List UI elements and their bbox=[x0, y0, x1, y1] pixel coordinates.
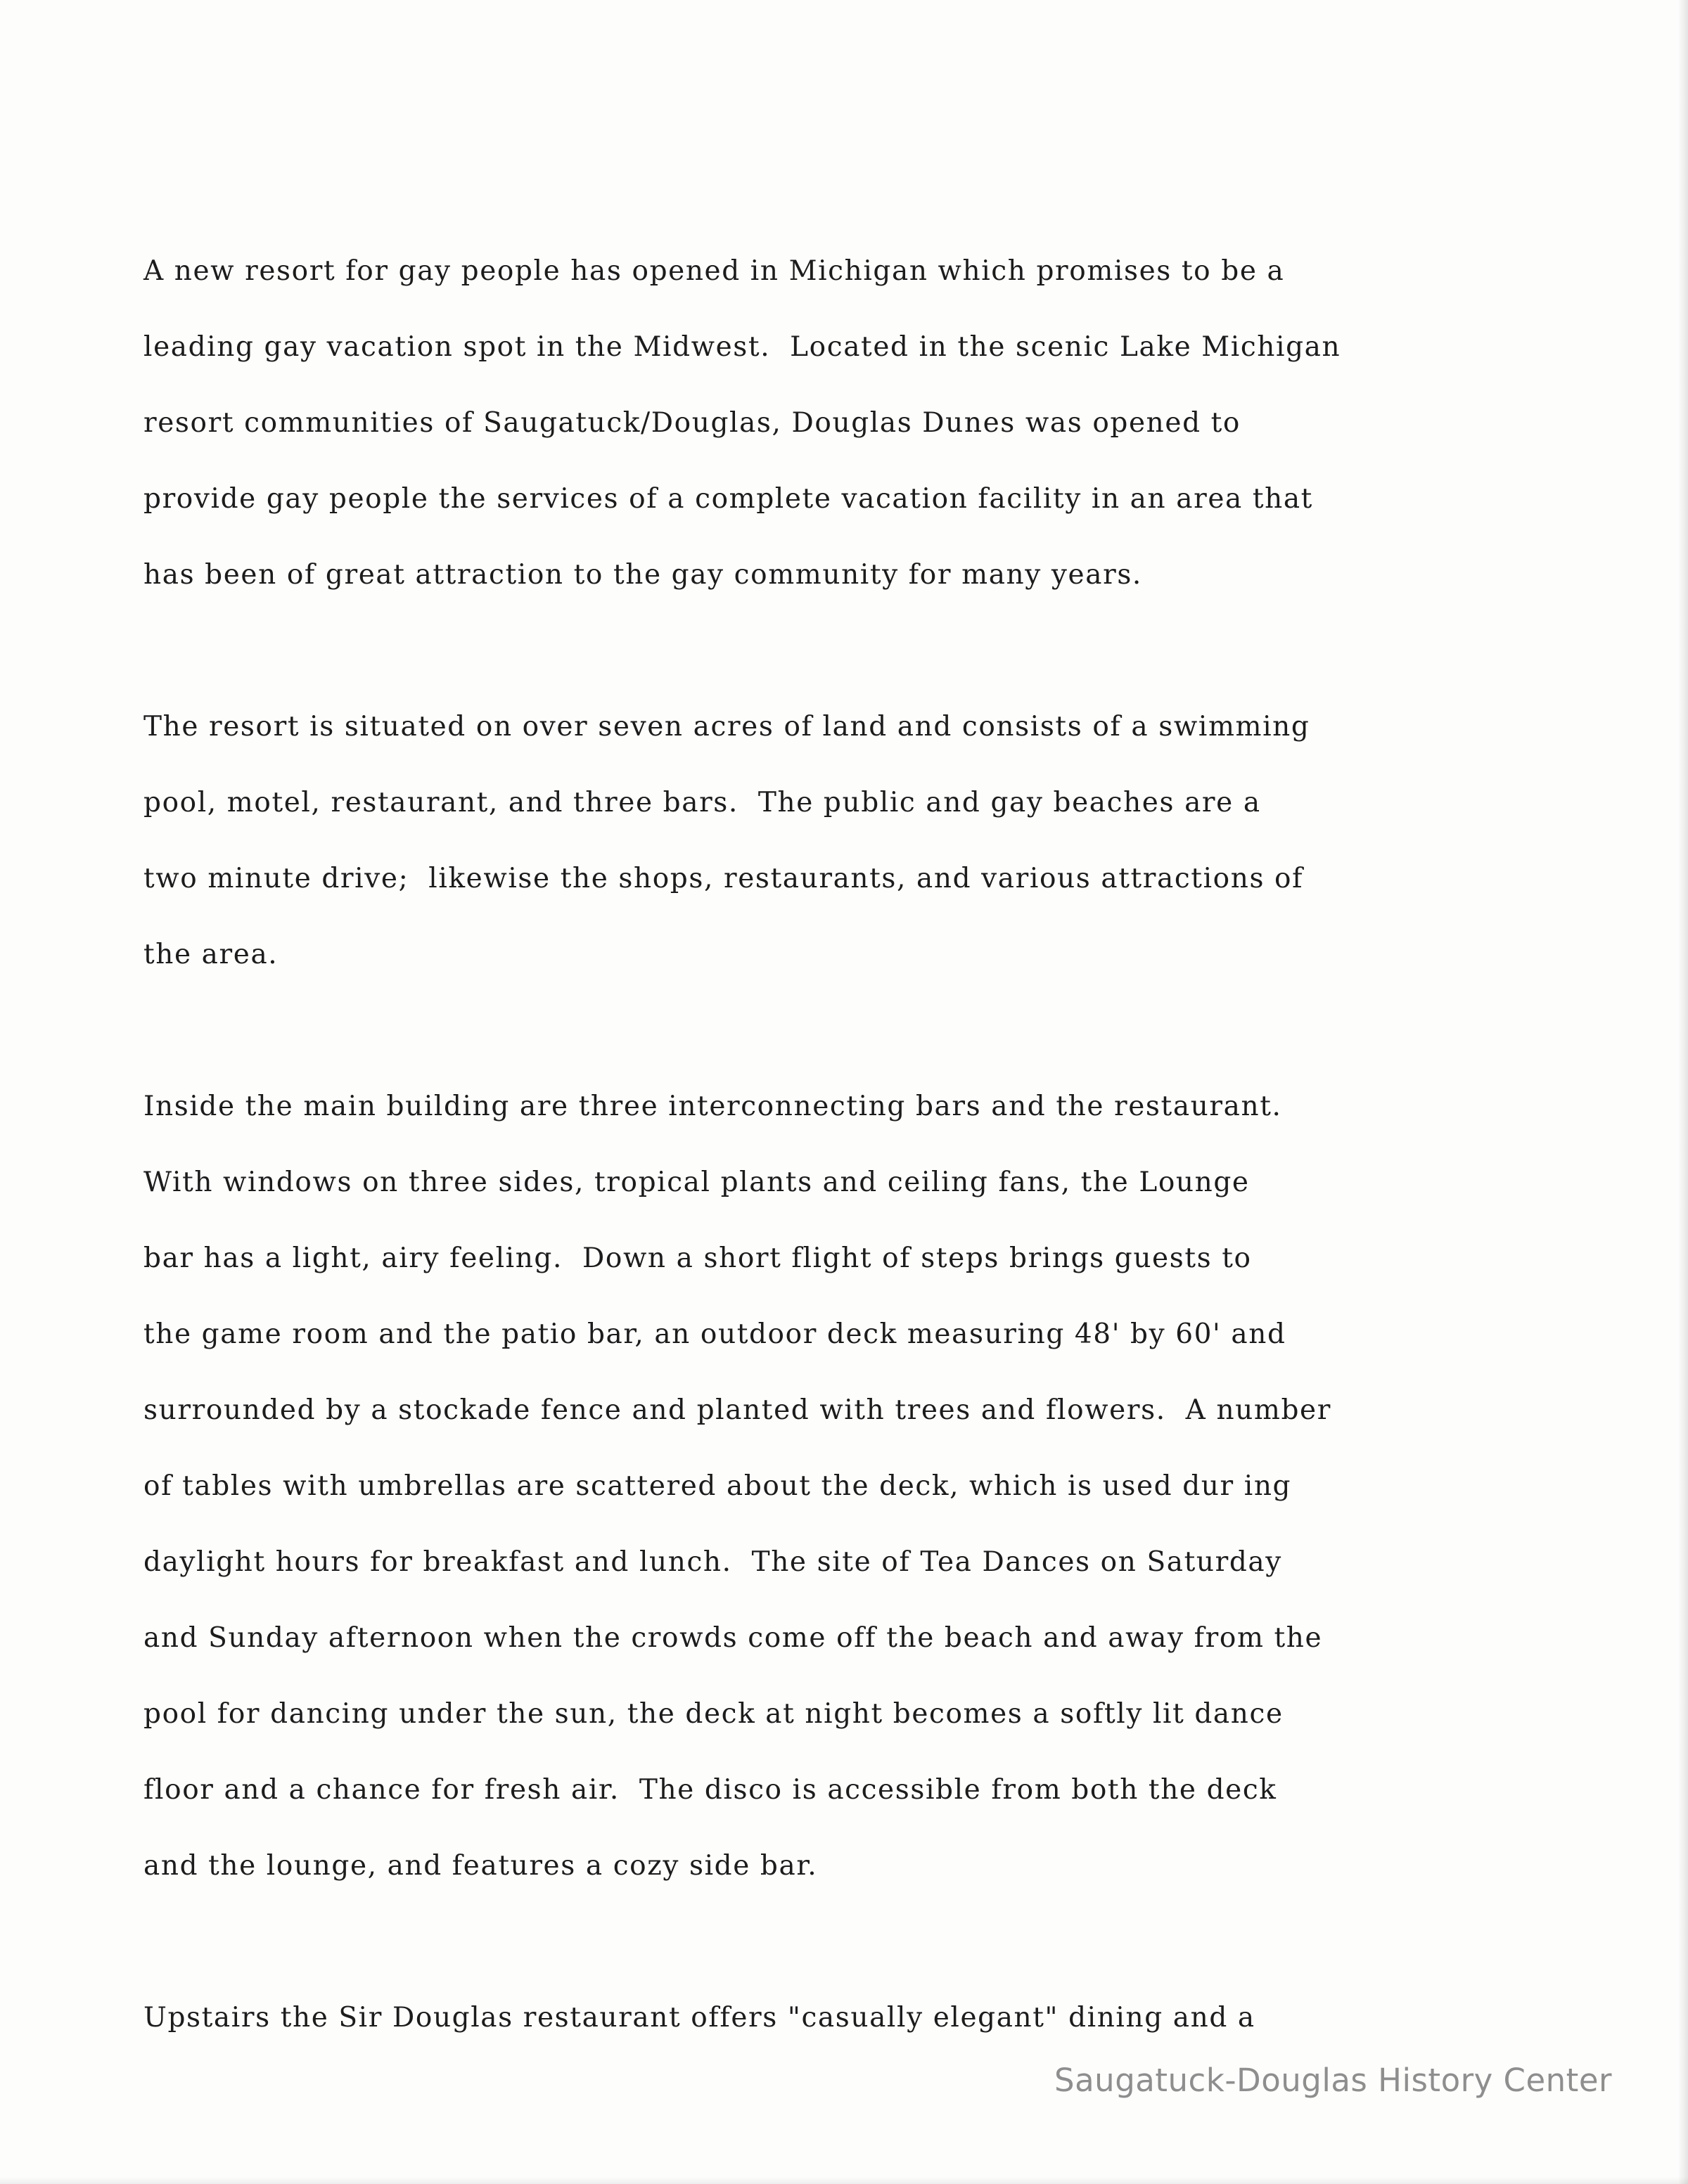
text-line: and Sunday afternoon when the crowds come off the beach and away from the bbox=[143, 1622, 1323, 1654]
text-line: The resort is situated on over seven acres of land and consists of a swimming bbox=[143, 711, 1310, 743]
text-line: provide gay people the services of a complete vacation facility in an area that bbox=[143, 483, 1313, 515]
document-body bbox=[143, 246, 1550, 2145]
paragraph-1 bbox=[143, 246, 1550, 626]
text-line: Inside the main building are three interconnecting bars and the restaurant. bbox=[143, 1091, 1282, 1122]
text-line: floor and a chance for fresh air. The disco is accessible from both the deck bbox=[143, 1774, 1277, 1806]
text-line: the area. bbox=[143, 939, 279, 970]
text-line: pool, motel, restaurant, and three bars. The public and gay beaches are a bbox=[143, 787, 1261, 818]
text-line: With windows on three sides, tropical plants and ceiling fans, the Lounge bbox=[143, 1167, 1250, 1198]
page-edge-shadow bbox=[1678, 0, 1688, 2184]
paragraph-2 bbox=[143, 702, 1550, 1006]
paragraph-3 bbox=[143, 1081, 1550, 1917]
text-line: pool for dancing under the sun, the deck at night becomes a softly lit dance bbox=[143, 1698, 1284, 1730]
text-line: resort communities of Saugatuck/Douglas, Douglas Dunes was opened to bbox=[143, 407, 1241, 439]
text-line: the game room and the patio bar, an outdoor deck measuring 48' by 60' and bbox=[143, 1318, 1286, 1350]
paragraph-4 bbox=[143, 1993, 1550, 2069]
text-line: leading gay vacation spot in the Midwest. Located in the scenic Lake Michigan bbox=[143, 331, 1341, 363]
text-line: of tables with umbrellas are scattered about the deck, which is used dur ing bbox=[143, 1470, 1292, 1502]
text-line: Upstairs the Sir Douglas restaurant offers "casually elegant" dining and a bbox=[143, 2002, 1255, 2034]
text-line: A new resort for gay people has opened in Michigan which promises to be a bbox=[143, 255, 1285, 287]
text-line: two minute drive; likewise the shops, restaurants, and various attractions of bbox=[143, 863, 1304, 894]
text-line: has been of great attraction to the gay community for many years. bbox=[143, 559, 1142, 591]
page-bottom-shadow bbox=[0, 2177, 1688, 2184]
text-line: bar has a light, airy feeling. Down a short flight of steps brings guests to bbox=[143, 1242, 1252, 1274]
text-line: daylight hours for breakfast and lunch. The site of Tea Dances on Saturday bbox=[143, 1546, 1282, 1578]
watermark: Saugatuck-Douglas History Center bbox=[1054, 2062, 1612, 2099]
text-line: and the lounge, and features a cozy side bar. bbox=[143, 1850, 818, 1882]
text-line: surrounded by a stockade fence and planted with trees and flowers. A number bbox=[143, 1394, 1331, 1426]
